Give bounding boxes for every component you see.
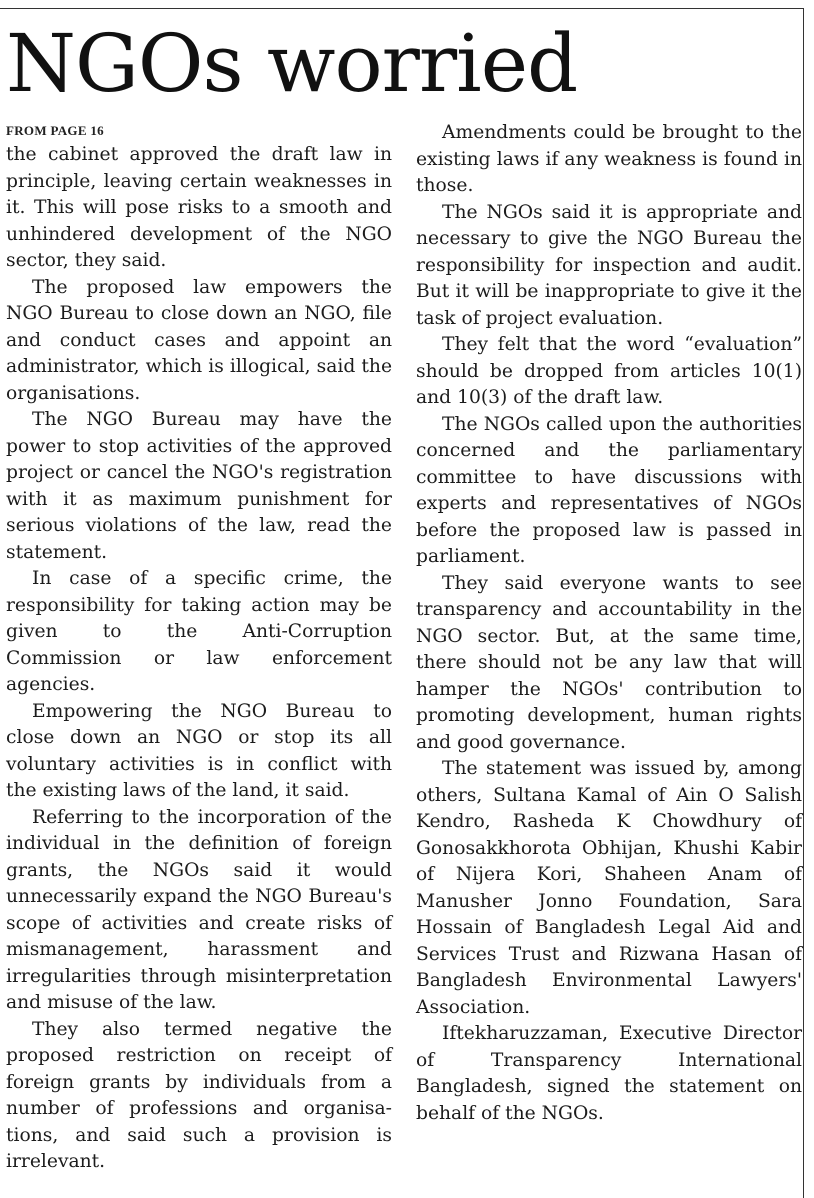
paragraph: The statement was issued by, among others, Sultana Kamal of Ain O Salish Kendro, Rasheda K Chowdhury of Gonosakkhorota Obhijan, Khushi Kabir of Nijera Kori, Shaheen Anam of Manusher Jonno Foundation, Sara Hossain of Bangladesh Legal Aid and Services Trust and Rizwana Hasan of Bangladesh Environmental Lawyers' Association. <box>416 758 802 1018</box>
paragraph: In case of a specific crime, the responsibility for taking action may be given to the Anti-Corruption Commission or law enforcement agencies. <box>6 568 392 695</box>
paragraph: They said everyone wants to see transparency and accountability in the NGO sector. But, at the same time, there should not be any law that will hamper the NGOs' contribution to promoting development, human rights and good governance. <box>416 572 802 753</box>
right-column <box>416 120 802 1127</box>
paragraph: Iftekharuzzaman, Executive Director of Transparency International Bangladesh, signed the statement on behalf of the NGOs. <box>416 1023 802 1124</box>
paragraph: The NGOs called upon the authorities concerned and the parliamentary committee to have discussions with experts and representatives of NGOs before the proposed law is passed in parliament. <box>416 413 802 567</box>
paragraph: They felt that the word “evaluation” should be dropped from articles 10(1) and 10(3) of the draft law. <box>416 334 802 408</box>
jump-line: FROM PAGE 16 <box>6 123 104 138</box>
column-border <box>803 8 804 1198</box>
top-rule <box>0 8 803 9</box>
left-column <box>6 120 392 1176</box>
headline: NGOs worried <box>6 17 578 110</box>
paragraph: The NGOs said it is appropriate and necessary to give the NGO Bureau the responsibility for inspection and audit. But it will be inappropriate to give it the task of project evaluation. <box>416 201 802 329</box>
paragraph: Empowering the NGO Bureau to close down an NGO or stop its all voluntary activities is in conflict with the existing laws of the land, it said. <box>6 700 392 801</box>
paragraph: They also termed negative the proposed restriction on receipt of foreign grants by individuals from a number of professions and organisations, and said such a provision is irrelevant. <box>6 1018 392 1172</box>
paragraph: The proposed law empowers the NGO Bureau to close down an NGO, file and conduct cases and appoint an administrator, which is illogical, said the organisations. <box>6 276 392 404</box>
paragraph: Referring to the incorporation of the individual in the definition of foreign grants, the NGOs said it would unnecessarily expand the NGO Bureau's scope of activities and create risks of mismanagement, harassment and irregularities through misinterpretation and misuse of the law. <box>6 806 392 1013</box>
paragraph: The NGO Bureau may have the power to stop activities of the approved project or cancel the NGO's registration with it as maximum punishment for serious violations of the law, read the statement. <box>6 409 392 563</box>
paragraph: the cabinet approved the draft law in principle, leaving certain weaknesses in it. This will pose risks to a smooth and unhindered development of the NGO sector, they said. <box>6 144 392 271</box>
paragraph: Amendments could be brought to the existing laws if any weakness is found in those. <box>416 122 802 196</box>
